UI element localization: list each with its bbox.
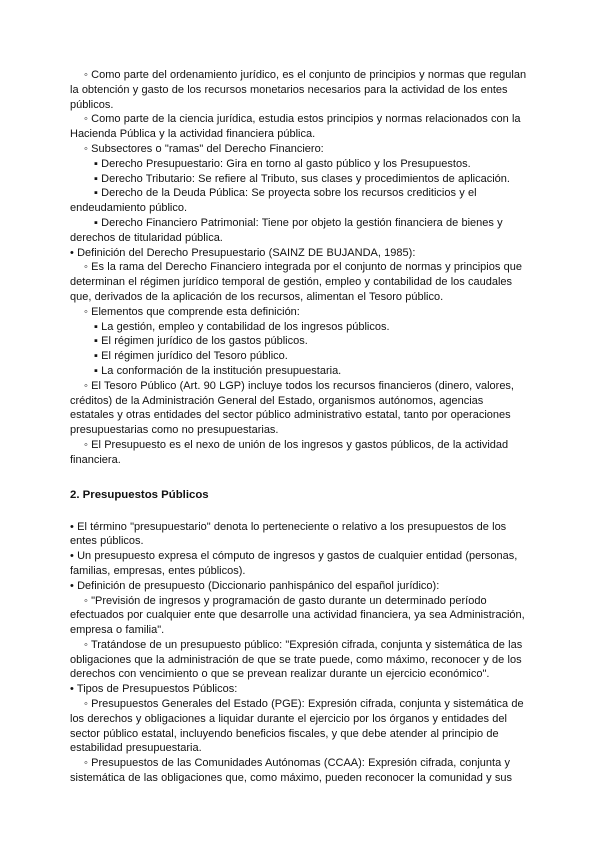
bullet-item: • Definición del Derecho Presupuestario (SAINZ DE BUJANDA, 1985): — [70, 246, 416, 259]
sub-sub-item: ▪ Derecho Tributario: Se refiere al Tributo, sus clases y procedimientos de aplicación. — [94, 172, 510, 185]
section-2-heading: 2. Presupuestos Públicos — [70, 488, 209, 501]
sub-item: ◦ Presupuestos de las Comunidades Autónomas (CCAA): Expresión cifrada, conjunta y sistemática de las obligaciones que, como máximo, pueden reconocer la comunidad y sus — [70, 757, 513, 785]
sub-sub-item: ▪ Derecho Presupuestario: Gira en torno al gasto público y los Presupuestos. — [94, 157, 471, 170]
sub-item: ◦ El Tesoro Público (Art. 90 LGP) incluye todos los recursos financieros (dinero, valores, créditos) de la Administración General del Estado, organismos autónomos, agencias estatales y otras entidades del sector público administrativo estatal, tanto por operaciones presupuestarias como no presupuestarias. — [70, 379, 514, 437]
sub-item: ◦ Subsectores o "ramas" del Derecho Financiero: — [84, 142, 324, 155]
sub-item: ◦ Como parte de la ciencia jurídica, estudia estos principios y normas relacionados con la Hacienda Pública y la actividad financiera pública. — [70, 113, 521, 141]
sub-item: ◦ Tratándose de un presupuesto público: "Expresión cifrada, conjunta y sistemática de las obligaciones que la administración de que se trate puede, como máximo, reconocer y de los derechos con vencimiento o que se prevean realizar durante un ejercicio económico". — [70, 638, 523, 681]
sub-sub-item: ▪ El régimen jurídico de los gastos públicos. — [94, 335, 308, 348]
sub-sub-item: ▪ Derecho de la Deuda Pública: Se proyecta sobre los recursos crediticios y el endeudamiento público. — [70, 187, 477, 215]
sub-item: ◦ El Presupuesto es el nexo de unión de los ingresos y gastos públicos, de la actividad financiera. — [70, 438, 509, 466]
sub-item: ◦ Es la rama del Derecho Financiero integrada por el conjunto de normas y principios que determinan el régimen jurídico temporal de gestión, empleo y contabilidad de los caudales que, derivados de la aplicación de los recursos, alimentan el Tesoro público. — [70, 261, 522, 303]
sub-item: ◦ Elementos que comprende esta definición: — [84, 305, 300, 318]
sub-sub-item: ▪ Derecho Financiero Patrimonial: Tiene por objeto la gestión financiera de bienes y derechos de titularidad pública. — [70, 216, 503, 244]
bullet-item: • Definición de presupuesto (Diccionario panhispánico del español jurídico): — [70, 579, 440, 592]
section-2-body — [70, 520, 530, 786]
bullet-item: • Un presupuesto expresa el cómputo de ingresos y gastos de cualquier entidad (personas, familias, empresas, entes públicos). — [70, 550, 518, 577]
bullet-item: • El término "presupuestario" denota lo perteneciente o relativo a los presupuestos de los entes públicos. — [70, 520, 507, 548]
section-1-body — [70, 68, 530, 468]
sub-item: ◦ Presupuestos Generales del Estado (PGE): Expresión cifrada, conjunta y sistemática de los derechos y obligaciones a liquidar durante el ejercicio por los órganos y entidades del sector público estatal, incluyendo beneficios fiscales, y que debe atender al principio de estabilidad presupuestaria. — [70, 698, 524, 755]
sub-sub-item: ▪ El régimen jurídico del Tesoro público. — [94, 350, 288, 363]
sub-item: ◦ "Previsión de ingresos y programación de gasto durante un determinado período efectuados por cualquier ente que desarrolle una actividad financiera, ya sea Administración, empresa o familia". — [70, 594, 525, 637]
bullet-item: • Tipos de Presupuestos Públicos: — [70, 683, 238, 696]
sub-sub-item: ▪ La conformación de la institución presupuestaria. — [94, 364, 342, 377]
sub-item: ◦ Como parte del ordenamiento jurídico, es el conjunto de principios y normas que regulan la obtención y gasto de los recursos monetarios necesarios para la actividad de los entes públicos. — [70, 69, 527, 111]
sub-sub-item: ▪ La gestión, empleo y contabilidad de los ingresos públicos. — [94, 320, 390, 333]
